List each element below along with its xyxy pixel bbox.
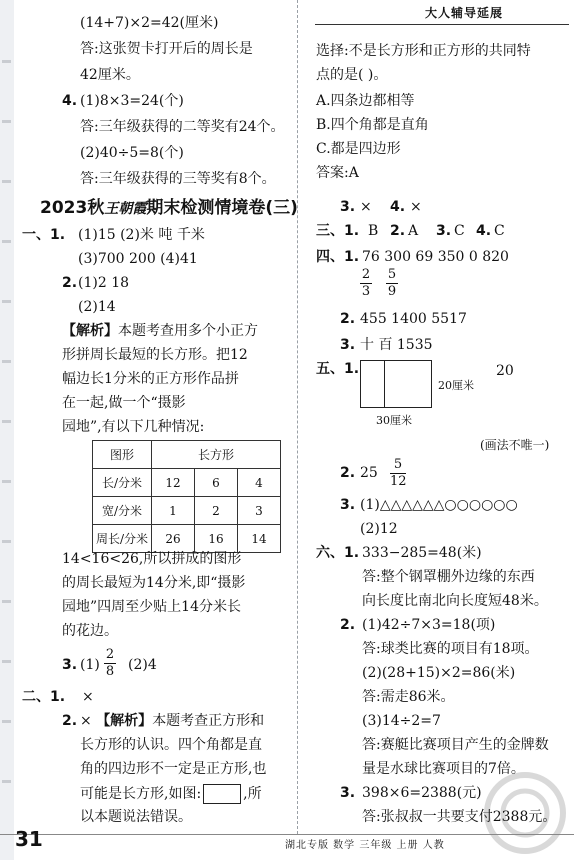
answer-choice: C — [494, 223, 505, 239]
analysis-text: 本题考查正方形和 — [152, 713, 265, 729]
option-a: A.四条边都相等 — [316, 93, 415, 109]
answer-line: (2)14 — [78, 299, 116, 315]
analysis-line: 的花边。 — [62, 623, 118, 639]
answer-choice: A — [408, 223, 419, 239]
question-number: 4. — [62, 93, 78, 109]
question-number: 4. — [476, 223, 492, 239]
title-brand: 王朝霞 — [104, 201, 147, 217]
analysis-line — [80, 712, 264, 730]
table-cell: 14 — [238, 525, 281, 553]
answer-line: 答:球类比赛的项目有18项。 — [362, 641, 539, 657]
answer-line: 答:这张贺卡打开后的周长是 — [80, 41, 253, 57]
analysis-tag: 【解析】 — [62, 323, 118, 339]
analysis-line: 的周长最短为14分米,即“摄影 — [62, 575, 246, 591]
fraction — [360, 268, 372, 299]
answer-line: 答:赛艇比赛项目产生的金牌数 — [362, 737, 549, 753]
calc-line: (2)(28+15)×2=86(米) — [362, 665, 516, 681]
analysis-line — [62, 322, 258, 340]
answer-line: 量是水球比赛项目的7倍。 — [362, 761, 525, 777]
data-table — [92, 440, 281, 553]
question-number: 3. — [62, 657, 78, 673]
row-label: 长/分米 — [93, 469, 152, 497]
analysis-line: 园地”,有以下几种情况: — [62, 419, 205, 435]
table-cell: 2 — [195, 497, 238, 525]
title-rest: 期末检测情境卷(三) — [146, 198, 298, 218]
answer-line: (1)15 (2)米 吨 千米 — [78, 227, 205, 243]
fraction-denominator: 3 — [361, 284, 371, 299]
question-number: 3. — [340, 337, 356, 353]
question-number: 2. — [390, 223, 406, 239]
analysis-line: 长方形的认识。四个角都是直 — [80, 737, 262, 753]
table-cell: 6 — [195, 469, 238, 497]
bottom-length-label: 30厘米 — [376, 414, 412, 427]
answer-mark: × — [410, 199, 422, 215]
text-line: 选择:不是长方形和正方形的共同特 — [316, 43, 531, 59]
section-number: 三、1. — [316, 223, 360, 239]
title-year: 2023秋 — [40, 198, 105, 218]
calc-line: 398×6=2388(元) — [362, 785, 482, 801]
question-number: 2. — [62, 275, 78, 291]
answer-mark: × — [82, 689, 94, 705]
analysis-text: ,所 — [243, 786, 262, 802]
fraction-denominator: 9 — [387, 284, 397, 299]
question-number: 2. — [340, 465, 356, 481]
fraction-numerator: 5 — [393, 457, 403, 472]
calc-line: (1)42÷7×3=18(项) — [362, 617, 496, 633]
table-cell: 16 — [195, 525, 238, 553]
answer-line: 答案:A — [316, 165, 359, 181]
answer-value: 20 — [496, 363, 514, 379]
analysis-line: 幅边长1分米的正方形作品拼 — [62, 371, 239, 387]
answer-mark: × — [80, 713, 92, 729]
fraction — [390, 458, 406, 489]
rectangle-figure — [203, 784, 241, 804]
answer-label: (1) — [80, 657, 100, 673]
table-header: 图形 — [93, 441, 152, 469]
table-row — [93, 469, 281, 497]
answer-label: (2)4 — [128, 657, 157, 673]
answer-line: (1)2 18 — [78, 275, 130, 291]
answer-choice: C — [454, 223, 465, 239]
answer-line: 答:张叔叔一共要支付2388元。 — [362, 809, 557, 825]
table-cell: 3 — [238, 497, 281, 525]
side-length-label: 20厘米 — [438, 379, 474, 392]
question-number: 3. — [340, 785, 356, 801]
answer-line: 42厘米。 — [80, 67, 140, 83]
answer-line: 十 百 1535 — [360, 337, 433, 353]
calc-line: (1)8×3=24(个) — [80, 93, 184, 109]
calc-line: 333−285=48(米) — [362, 545, 482, 561]
section-number: 二、1. — [22, 689, 66, 705]
answer-line: (3)700 200 (4)41 — [78, 251, 198, 267]
section-title — [40, 197, 298, 220]
row-label: 宽/分米 — [93, 497, 152, 525]
question-number: 2. — [340, 617, 356, 633]
question-number: 3. — [436, 223, 452, 239]
row-label: 周长/分米 — [93, 525, 152, 553]
rectangle-drawing — [360, 360, 432, 408]
table-row — [93, 525, 281, 553]
answer-line: 答:三年级获得的三等奖有8个。 — [80, 171, 276, 187]
analysis-text: 本题考查用多个小正方 — [118, 323, 258, 339]
section-number: 五、1. — [316, 361, 360, 377]
fraction-denominator: 8 — [105, 664, 115, 679]
option-c: C.都是四边形 — [316, 141, 401, 157]
text-line: 点的是( )。 — [316, 67, 388, 83]
option-b: B.四个角都是直角 — [316, 117, 429, 133]
analysis-line: 在一起,做一个“摄影 — [62, 395, 186, 411]
answer-line: 76 300 69 350 0 820 — [362, 249, 509, 265]
answer-line: 答:需走86米。 — [362, 689, 455, 705]
question-number: 2. — [340, 311, 356, 327]
analysis-tag: 【解析】 — [96, 713, 153, 729]
answer-mark: × — [360, 199, 372, 215]
watermark-logo — [480, 770, 570, 856]
analysis-line: 角的四边形不一定是正方形,也 — [80, 761, 267, 777]
section-number: 六、1. — [316, 545, 360, 561]
note-text: (画法不唯一) — [480, 438, 550, 452]
answer-line: 答:整个钢罩棚外边缘的东西 — [362, 569, 535, 585]
question-number: 2. — [62, 713, 78, 729]
answer-line: (2)12 — [360, 521, 398, 537]
analysis-line — [80, 784, 262, 804]
analysis-line: 以本题说法错误。 — [80, 809, 192, 825]
answer-line: (1)△△△△△△○○○○○○ — [360, 497, 518, 513]
calc-line: (3)14÷2=7 — [362, 713, 441, 729]
table-cell: 4 — [238, 469, 281, 497]
table-cell: 12 — [152, 469, 195, 497]
table-cell: 26 — [152, 525, 195, 553]
question-number: 3. — [340, 497, 356, 513]
analysis-text: 可能是长方形,如图: — [80, 786, 202, 802]
fraction-numerator: 5 — [387, 267, 397, 282]
calc-line: (14+7)×2=42(厘米) — [80, 15, 219, 31]
calc-line: (2)40÷5=8(个) — [80, 145, 184, 161]
question-number: 3. — [340, 199, 356, 215]
table-cell: 1 — [152, 497, 195, 525]
analysis-line: 形拼周长最短的长方形。把12 — [62, 347, 248, 363]
fraction — [386, 268, 398, 299]
answer-line: 答:三年级获得的二等奖有24个。 — [80, 119, 285, 135]
footer-info: 湖北专版 数学 三年级 上册 人教 — [285, 840, 445, 851]
answer-line: 455 1400 5517 — [360, 311, 467, 327]
header-title: 大人辅导延展 — [425, 6, 504, 20]
table-row — [93, 497, 281, 525]
fraction — [104, 648, 116, 679]
section-number: 四、1. — [316, 249, 360, 265]
analysis-line: 14<16<26,所以拼成的图形 — [62, 551, 242, 567]
section-number: 一、1. — [22, 227, 66, 243]
answer-choice: B — [368, 223, 379, 239]
footer-rule — [0, 834, 574, 835]
analysis-line: 园地”四周至少贴上14分米长 — [62, 599, 241, 615]
column-divider — [297, 0, 298, 834]
page-number: 31 — [15, 827, 43, 851]
answer-value: 25 — [360, 465, 378, 481]
answer-line: 向长度比南北向长度短48米。 — [362, 593, 548, 609]
fraction-numerator: 2 — [105, 647, 115, 662]
page-header — [315, 2, 569, 24]
fraction-denominator: 12 — [390, 474, 407, 489]
page-edge-tab — [0, 0, 14, 860]
table-header: 长方形 — [152, 441, 281, 469]
header-rule — [315, 24, 569, 25]
rectangle-divider — [384, 360, 385, 407]
fraction-numerator: 2 — [361, 267, 371, 282]
question-number: 4. — [390, 199, 406, 215]
